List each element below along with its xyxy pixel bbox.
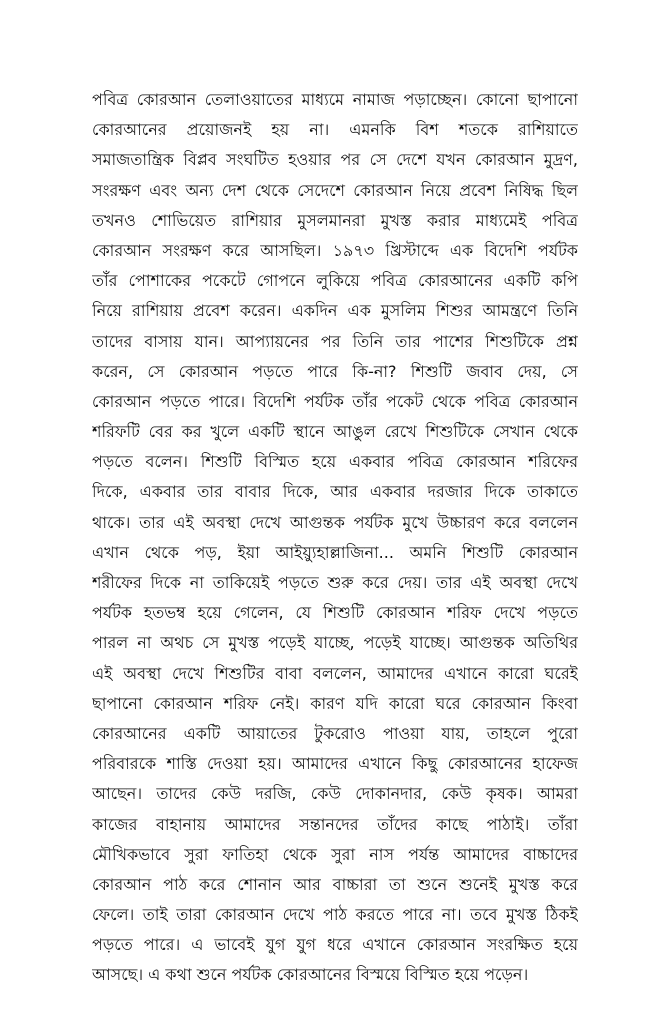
- body-text: [92, 85, 578, 991]
- text-line: কোরআন পাঠ করে শোনান আর বাচ্চারা তা শুনে শুনেই মুখস্ত করে: [92, 874, 578, 894]
- text-line: পরিবারকে শাস্তি দেওয়া হয়। আমাদের এখানে কিছু কোরআনের হাফেজ: [92, 754, 578, 774]
- text-line: শরীফের দিকে না তাকিয়েই পড়তে শুরু করে দেয়। তার এই অবস্থা দেখে: [92, 573, 578, 592]
- text-line: কোরআন পড়তে পারে। বিদেশি পর্যটক তাঁর পকেট থেকে পবিত্র কোরআন: [92, 391, 578, 411]
- text-line: শরিফটি বের কর খুলে একটি স্থানে আঙুল রেখে শিশুটিকে সেখান থেকে: [92, 422, 578, 442]
- text-line: তাদের বাসায় যান। আপ্যায়নের পর তিনি তার পাশের শিশুটিকে প্রশ্ন: [92, 331, 578, 351]
- text-line: মৌখিকভাবে সুরা ফাতিহা থেকে সুরা নাস পর্যন্ত আমাদের বাচ্চাদের: [92, 844, 578, 864]
- text-line: দিকে, একবার তার বাবার দিকে, আর একবার দরজার দিকে তাকাতে: [92, 482, 578, 502]
- text-line: কোরআনের প্রয়োজনই হয় না। এমনকি বিশ শতকে রাশিয়াতে: [92, 120, 578, 140]
- text-line: কোরআন সংরক্ষণ করে আসছিল। ১৯৭৩ খ্রিস্টাব্দে এক বিদেশি পর্যটক: [92, 240, 578, 260]
- text-line: পড়তে বলেন। শিশুটি বিস্মিত হয়ে একবার পবিত্র কোরআন শরিফের: [92, 452, 578, 472]
- text-line: আছেন। তাদের কেউ দরজি, কেউ দোকানদার, কেউ কৃষক। আমরা: [92, 784, 578, 804]
- text-line: আসছে। এ কথা শুনে পর্যটক কোরআনের বিস্ময়ে বিস্মিত হয়ে পড়েন।: [92, 965, 529, 985]
- text-line: নিয়ে রাশিয়ায় প্রবেশ করেন। একদিন এক মুসলিম শিশুর আমন্ত্রণে তিনি: [92, 301, 578, 321]
- text-line: পবিত্র কোরআন তেলাওয়াতের মাধ্যমে নামাজ পড়াচ্ছেন। কোনো ছাপানো: [92, 90, 578, 109]
- text-line: পড়তে পারে। এ ভাবেই যুগ যুগ ধরে এখানে কোরআন সংরক্ষিত হয়ে: [92, 935, 578, 955]
- text-line: থাকে। তার এই অবস্থা দেখে আগুন্তক পর্যটক মুখে উচ্চারণ করে বললেন: [92, 512, 578, 532]
- text-line: কোরআনের একটি আয়াতের টুকরোও পাওয়া যায়, তাহলে পুরো: [92, 723, 578, 743]
- text-line: তাঁর পোশাকের পকেটে গোপনে লুকিয়ে পবিত্র কোরআনের একটি কপি: [92, 271, 578, 291]
- text-line: ফেলে। তাই তারা কোরআন দেখে পাঠ করতে পারে না। তবে মুখস্ত ঠিকই: [92, 905, 578, 925]
- text-line: ছাপানো কোরআন শরিফ নেই। কারণ যদি কারো ঘরে কোরআন কিংবা: [92, 693, 578, 713]
- text-line: সংরক্ষণ এবং অন্য দেশ থেকে সেদেশে কোরআন নিয়ে প্রবেশ নিষিদ্ধ ছিল: [92, 180, 578, 200]
- text-line: করেন, সে কোরআন পড়তে পারে কি-না? শিশুটি জবাব দেয়, সে: [92, 361, 578, 381]
- text-line: পর্যটক হতভম্ব হয়ে গেলেন, যে শিশুটি কোরআন শরিফ দেখে পড়তে: [92, 603, 578, 623]
- text-line: সমাজতান্ত্রিক বিপ্লব সংঘটিত হওয়ার পর সে দেশে যখন কোরআন মুদ্রণ,: [92, 150, 578, 170]
- text-line: পারল না অথচ সে মুখস্ত পড়েই যাচ্ছে, পড়েই যাচ্ছে। আগুন্তক অতিথির: [92, 633, 578, 653]
- text-line: কাজের বাহানায় আমাদের সন্তানদের তাঁদের কাছে পাঠাই। তাঁরা: [92, 814, 578, 834]
- text-line: তখনও শোভিয়েত রাশিয়ার মুসলমানরা মুখস্ত করার মাধ্যমেই পবিত্র: [92, 210, 578, 230]
- text-line: এই অবস্থা দেখে শিশুটির বাবা বললেন, আমাদের এখানে কারো ঘরেই: [92, 663, 578, 683]
- text-line: এখান থেকে পড়, ইয়া আইয়্যুহাল্লাজিনা... অমনি শিশুটি কোরআন: [92, 542, 578, 562]
